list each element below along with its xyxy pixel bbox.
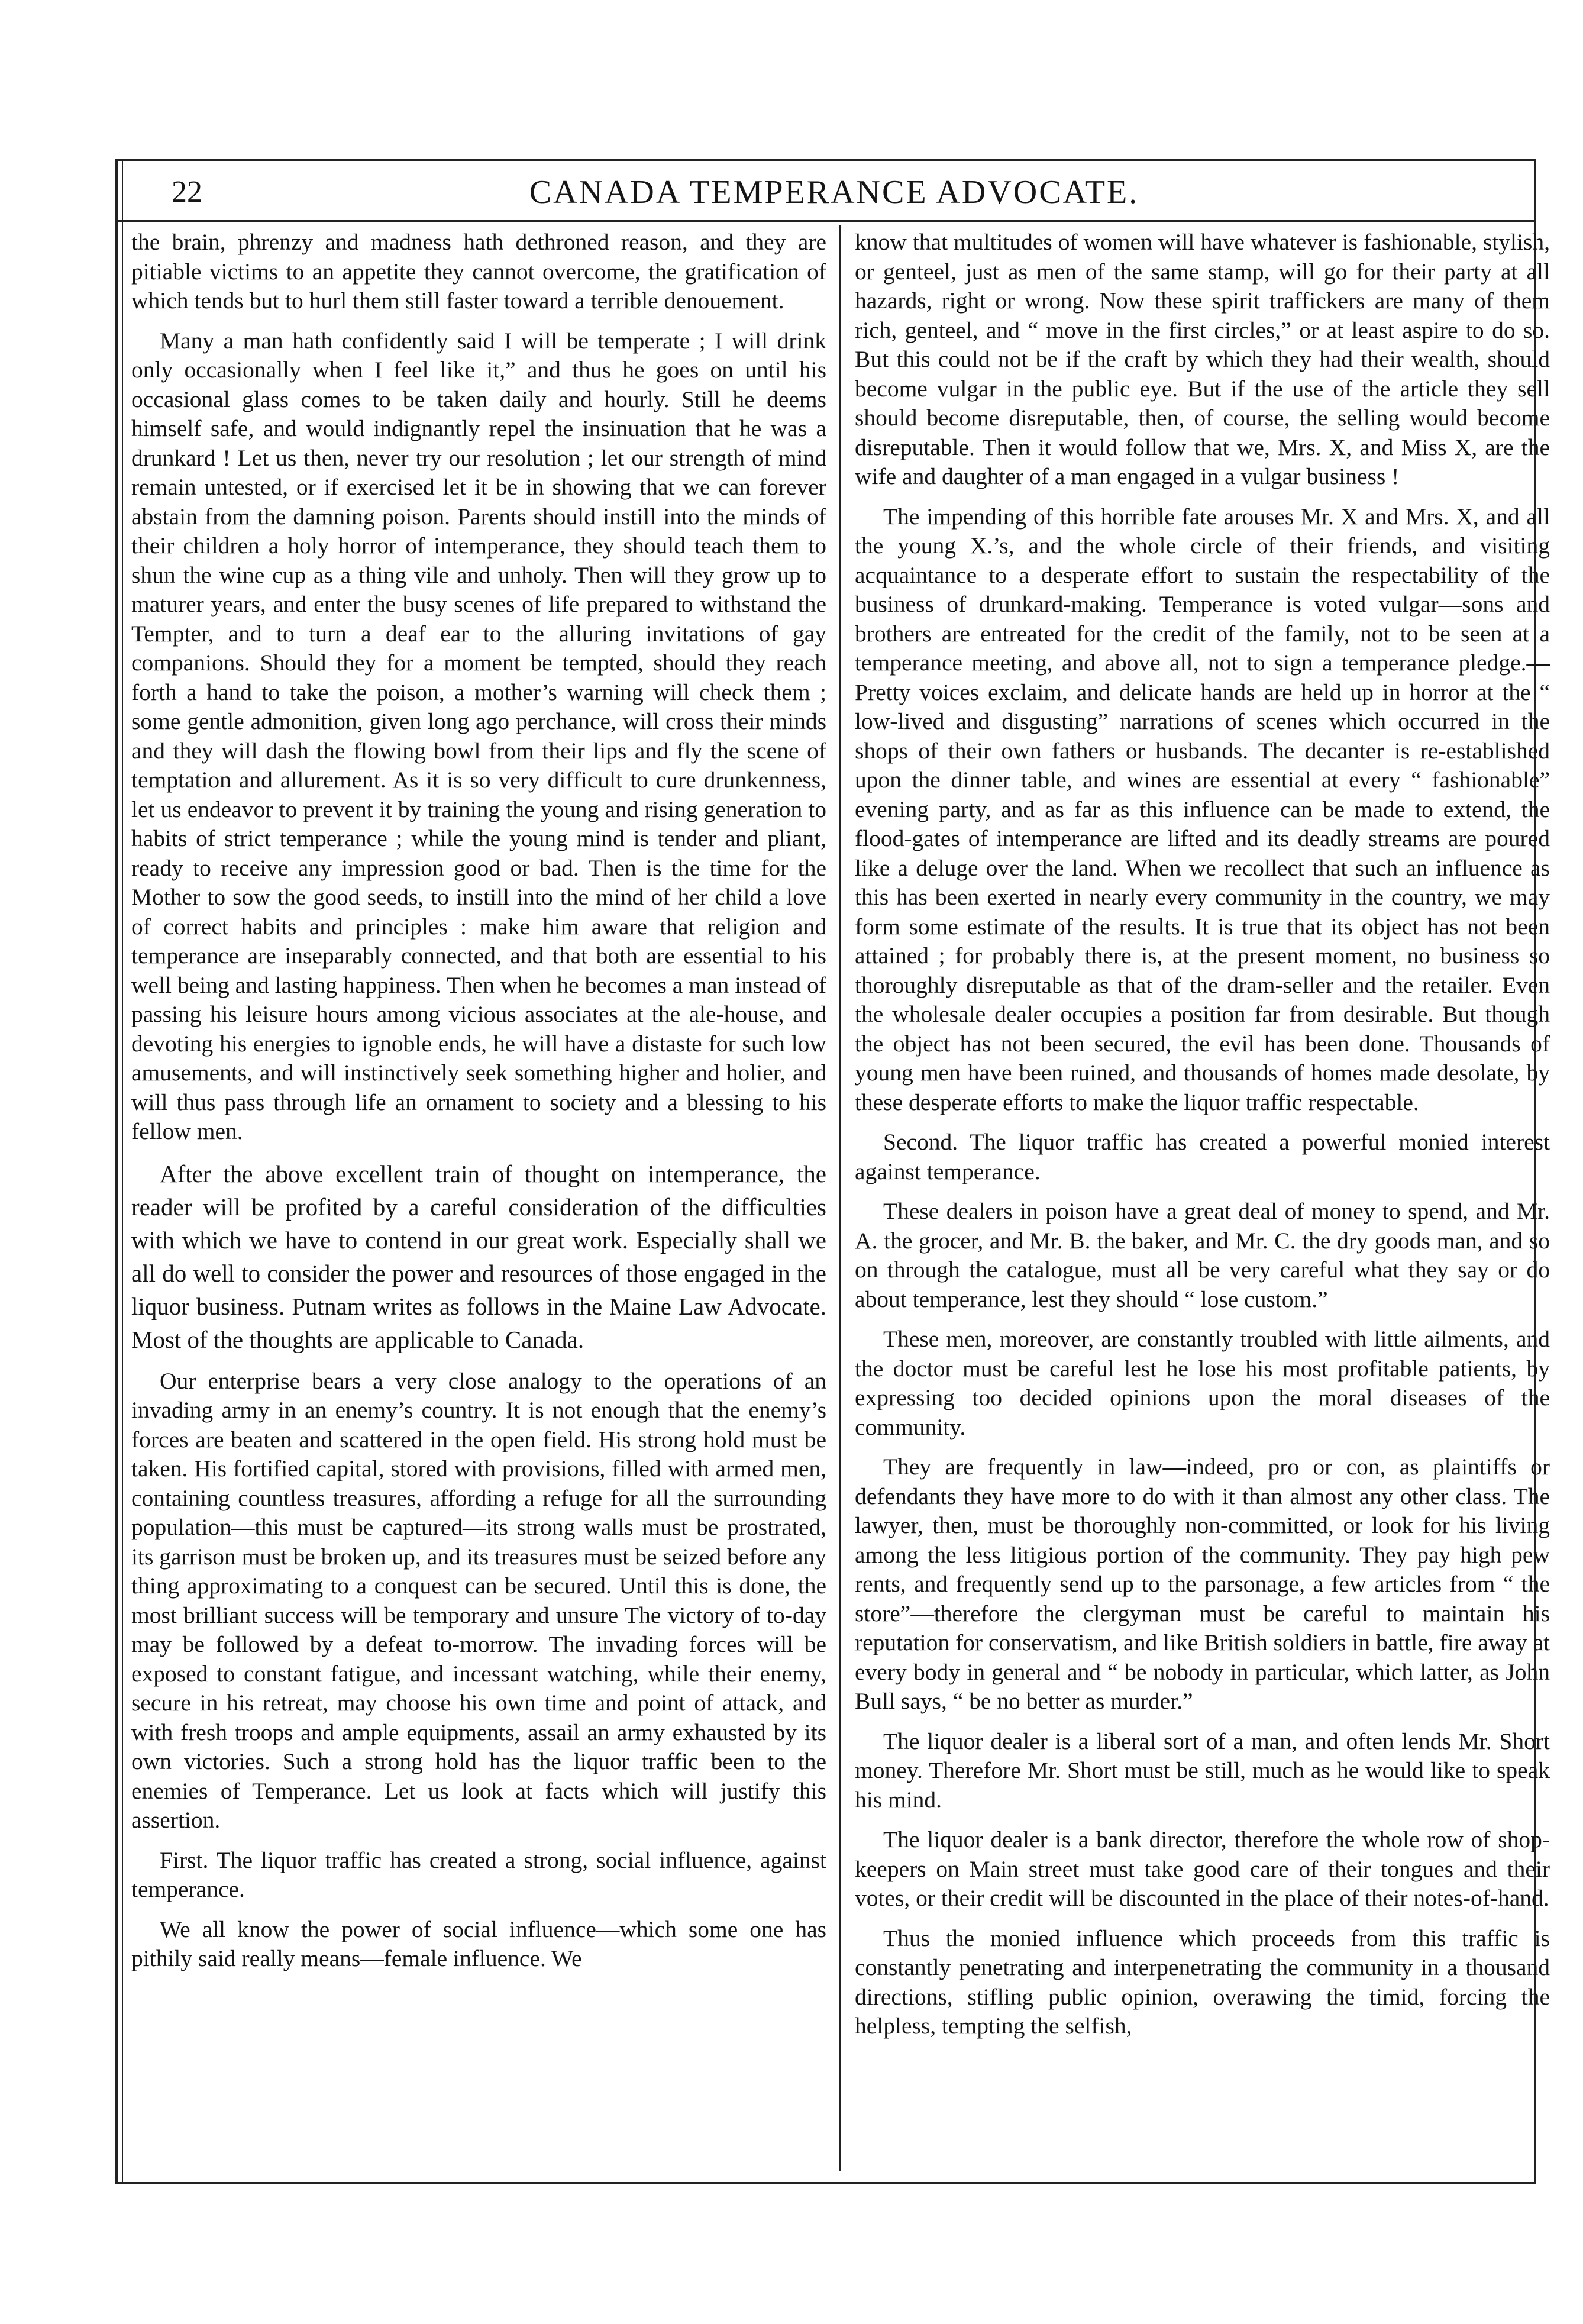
- column-divider-rule: [839, 225, 841, 2171]
- body-paragraph: These dealers in poison have a great deal of money to spend, and Mr. A. the grocer, and Mr. B. the baker, and Mr. C. the dry goods man, and so on through the catalogue, must all be very careful what they say or do about temperance, lest they should “ lose custom.”: [855, 1198, 1550, 1312]
- body-paragraph: They are frequently in law—indeed, pro or con, as plaintiffs or defendants they have more to do with it than almost any other class. The lawyer, then, must be thoroughly non-committed, or look for his living among the less litigious portion of the community. They pay high pew rents, and frequently send up to the parsonage, a few articles from “ the store”—therefore the clergyman must be careful to maintain his reputation for conservatism, and like British soldiers in battle, fire away at every body in general and “ be nobody in particular, which latter, as John Bull says, “ be no better as murder.”: [855, 1454, 1550, 1714]
- bottom-border-rule: [115, 2182, 1536, 2184]
- right-column: [855, 228, 1550, 2162]
- left-border-rule-inner: [122, 159, 123, 2182]
- body-paragraph: These men, moreover, are constantly troubled with little ailments, and the doctor must be careful lest he lose his most profitable patients, by expressing too decided opinions upon the moral diseases of the community.: [855, 1326, 1550, 1440]
- section-heading-paragraph: First. The liquor traffic has created a strong, social influence, against temperance.: [131, 1847, 826, 1902]
- body-paragraph: Many a man hath confidently said I will be temperate ; I will drink only occasionally when I feel like it,” and thus he goes on until his occasional glass comes to be taken daily and hourly. Still he deems himself safe, and would indignantly repel the insinuation that he was a drunkard ! Let us then, never try our resolution ; let our strength of mind remain untested, or if exercised let it be in showing that we can forever abstain from the damning poison. Parents should instill into the minds of their children a holy horror of intemperance, they should teach them to shun the wine cup as a thing vile and unholy. Then will they grow up to maturer years, and enter the busy scenes of life prepared to withstand the Tempter, and to turn a deaf ear to the alluring invitations of gay companions. Should they for a moment be tempted, should they reach forth a hand to take the poison, a mother’s warning will check them ; some gentle admonition, given long ago perchance, will cross their minds and they will dash the flowing bowl from their lips and fly the scene of temptation and allurement. As it is so very difficult to cure drunkenness, let us endeavor to prevent it by training the young and rising generation to habits of strict temperance ; while the young mind is tender and pliant, ready to receive any impression good or bad. Then is the time for the Mother to sow the good seeds, to instill into the mind of her child a love of correct habits and principles : make him aware that religion and temperance are inseparably connected, and that both are essential to his well being and lasting happiness. Then when he becomes a man instead of passing his leisure hours among vicious associates at the ale-house, and devoting his energies to ignoble ends, he will have a distaste for such low amusements, and will instinctively seek something higher and holier, and will thus pass through life an ornament to society and a blessing to his fellow men.: [131, 327, 826, 1144]
- top-border-rule: [115, 159, 1535, 161]
- body-paragraph: Our enterprise bears a very close analogy to the operations of an invading army in an enemy’s country. It is not enough that the enemy’s forces are beaten and scattered in the open field. His strong hold must be taken. His fortified capital, stored with provisions, filled with armed men, containing countless treasures, affording a refuge for all the surrounding population—this must be captured—its strong walls must be prostrated, its garrison must be broken up, and its treasures must be seized before any thing approximating to a conquest can be secured. Until this is done, the most brilliant success will be temporary and unsure The victory of to-day may be followed by a defeat to-morrow. The invading forces will be exposed to constant fatigue, and incessant watching, while their enemy, secure in his retreat, may choose his own time and point of attack, and with fresh troops and ample equipments, assail an army exhausted by its own victories. Such a strong hold has the liquor traffic been to the enemies of Temperance. Let us look at facts which will justify this assertion.: [131, 1367, 826, 1833]
- body-paragraph: The impending of this horrible fate arouses Mr. X and Mrs. X, and all the young X.’s, and the whole circle of their friends, and visiting acquaintance to a desperate effort to sustain the respectability of the business of drunkard-making. Temperance is voted vulgar—sons and brothers are entreated for the credit of the family, not to be seen at a temperance meeting, and above all, not to sign a temperance pledge.—Pretty voices exclaim, and delicate hands are held up in horror at the “ low-lived and disgusting” narrations of scenes which occurred in the shops of their own fathers or husbands. The decanter is re-established upon the dinner table, and wines are essential at every “ fashionable” evening party, and as far as this influence can be made to extend, the flood-gates of intemperance are lifted and its deadly streams are poured like a deluge over the land. When we recollect that such an influence as this has been exerted in nearly every community in the country, we may form some estimate of the results. It is true that its object has not been attained ; for probably there is, at the present moment, no business so thoroughly disreputable as that of the dram-seller and the retailer. Even the wholesale dealer occupies a position far from desirable. But though the object has not been secured, the evil has been done. Thousands of young men have been ruined, and thousands of homes made desolate, by these desperate efforts to make the liquor traffic respectable.: [855, 503, 1550, 1115]
- left-column: [131, 228, 826, 2162]
- header-rule: [115, 220, 1535, 222]
- page-header: [154, 169, 1514, 216]
- body-paragraph: know that multitudes of women will have whatever is fashionable, stylish, or genteel, just as men of the same stamp, will go for their party at all hazards, right or wrong. Now these spirit traffickers are many of them rich, genteel, and “ move in the first circles,” or at least aspire to do so. But this could not be if the craft by which they had their wealth, should become vulgar in the public eye. But if the use of the article they sell should become disreputable, then, of course, the selling would become disreputable. Then it would follow that we, Mrs. X, and Miss X, are the wife and daughter of a man engaged in a vulgar business !: [855, 229, 1550, 489]
- body-paragraph: the brain, phrenzy and madness hath dethroned reason, and they are pitiable victims to an appetite they cannot overcome, the gratification of which tends but to hurl them still faster toward a terrible denouement.: [131, 229, 826, 314]
- body-paragraph: The liquor dealer is a liberal sort of a man, and often lends Mr. Short money. Therefore Mr. Short must be still, much as he would like to speak his mind.: [855, 1728, 1550, 1813]
- body-paragraph: Thus the monied influence which proceeds from this traffic is constantly penetrating and interpenetrating the community in a thousand directions, stifling public opinion, overawing the timid, forcing the helpless, tempting the selfish,: [855, 1925, 1550, 2039]
- running-title: CANADA TEMPERANCE ADVOCATE.: [529, 174, 1139, 211]
- editorial-paragraph: After the above excellent train of thought on intemperance, the reader will be profited by a careful consideration of the difficulties with which we have to contend in our great work. Especially shall we all do well to consider the power and resources of those engaged in the liquor business. Putnam writes as follows in the Maine Law Advocate. Most of the thoughts are applicable to Canada.: [131, 1160, 826, 1353]
- left-border-rule: [115, 159, 118, 2182]
- body-paragraph: The liquor dealer is a bank director, therefore the whole row of shop-keepers on Main street must take good care of their tongues and their votes, or their credit will be discounted in the place of their notes-of-hand.: [855, 1826, 1550, 1911]
- section-heading-paragraph: Second. The liquor traffic has created a powerful monied interest against temperance.: [855, 1129, 1550, 1184]
- body-paragraph: We all know the power of social influence—which some one has pithily said really means—female influence. We: [131, 1916, 826, 1971]
- page-number: 22: [172, 175, 202, 209]
